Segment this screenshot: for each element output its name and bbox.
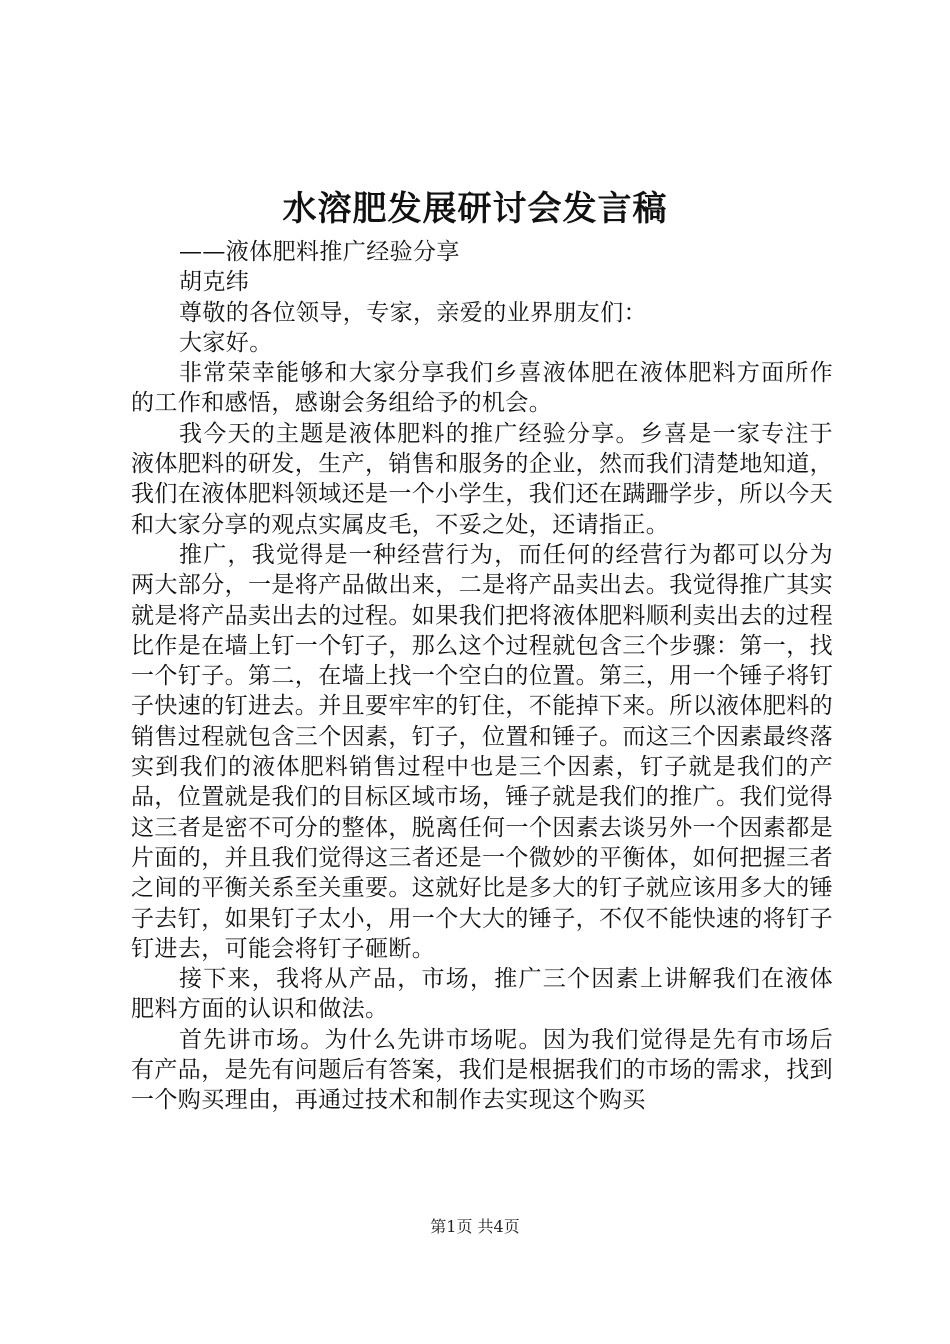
page-footer: 第1页 共4页 xyxy=(430,1217,520,1236)
greeting: 大家好。 xyxy=(179,329,273,356)
paragraph-2: 我今天的主题是液体肥料的推广经验分享。乡喜是一家专注于液体肥料的研发，生产，销售和服务的企业，然而我们清楚地知道，我们在液体肥料领域还是一个小学生，我们还在蹒跚学步，所以今天和大家分享的观点实属皮毛，不妥之处，还请指正。 xyxy=(131,420,833,538)
salutation: 尊敬的各位领导，专家，亲爱的业界朋友们： xyxy=(179,299,647,326)
paragraph-1: 非常荣幸能够和大家分享我们乡喜液体肥在液体肥料方面所作的工作和感悟，感谢会务组给予的机会。 xyxy=(131,360,833,417)
subtitle: ——液体肥料推广经验分享 xyxy=(179,239,460,265)
document-body xyxy=(131,237,833,1116)
paragraph-4: 接下来，我将从产品，市场，推广三个因素上讲解我们在液体肥料方面的认识和做法。 xyxy=(131,966,833,1023)
document-title: 水溶肥发展研讨会发言稿 xyxy=(282,189,668,229)
paragraph-5: 首先讲市场。为什么先讲市场呢。因为我们觉得是先有市场后有产品，是先有问题后有答案，我们是根据我们的市场的需求，找到一个购买理由，再通过技术和制作去实现这个购买 xyxy=(131,1026,833,1114)
author-name: 胡克纬 xyxy=(179,269,250,296)
paragraph-3: 推广，我觉得是一种经营行为，而任何的经营行为都可以分为两大部分，一是将产品做出来，二是将产品卖出去。我觉得推广其实就是将产品卖出去的过程。如果我们把将液体肥料顺利卖出去的过程比作是在墙上钉一个钉子，那么这个过程就包含三个步骤：第一，找一个钉子。第二，在墙上找一个空白的位置。第三，用一个锤子将钉子快速的钉进去。并且要牢牢的钉住，不能掉下来。所以液体肥料的销售过程就包含三个因素，钉子，位置和锤子。而这三个因素最终落实到我们的液体肥料销售过程中也是三个因素，钉子就是我们的产品，位置就是我们的目标区域市场，锤子就是我们的推广。我们觉得这三者是密不可分的整体，脱离任何一个因素去谈另外一个因素都是片面的，并且我们觉得这三者还是一个微妙的平衡体，如何把握三者之间的平衡关系至关重要。这就好比是多大的钉子就应该用多大的锤子去钉，如果钉子太小，用一个大大的锤子，不仅不能快速的将钉子钉进去，可能会将钉子砸断。 xyxy=(131,541,833,962)
